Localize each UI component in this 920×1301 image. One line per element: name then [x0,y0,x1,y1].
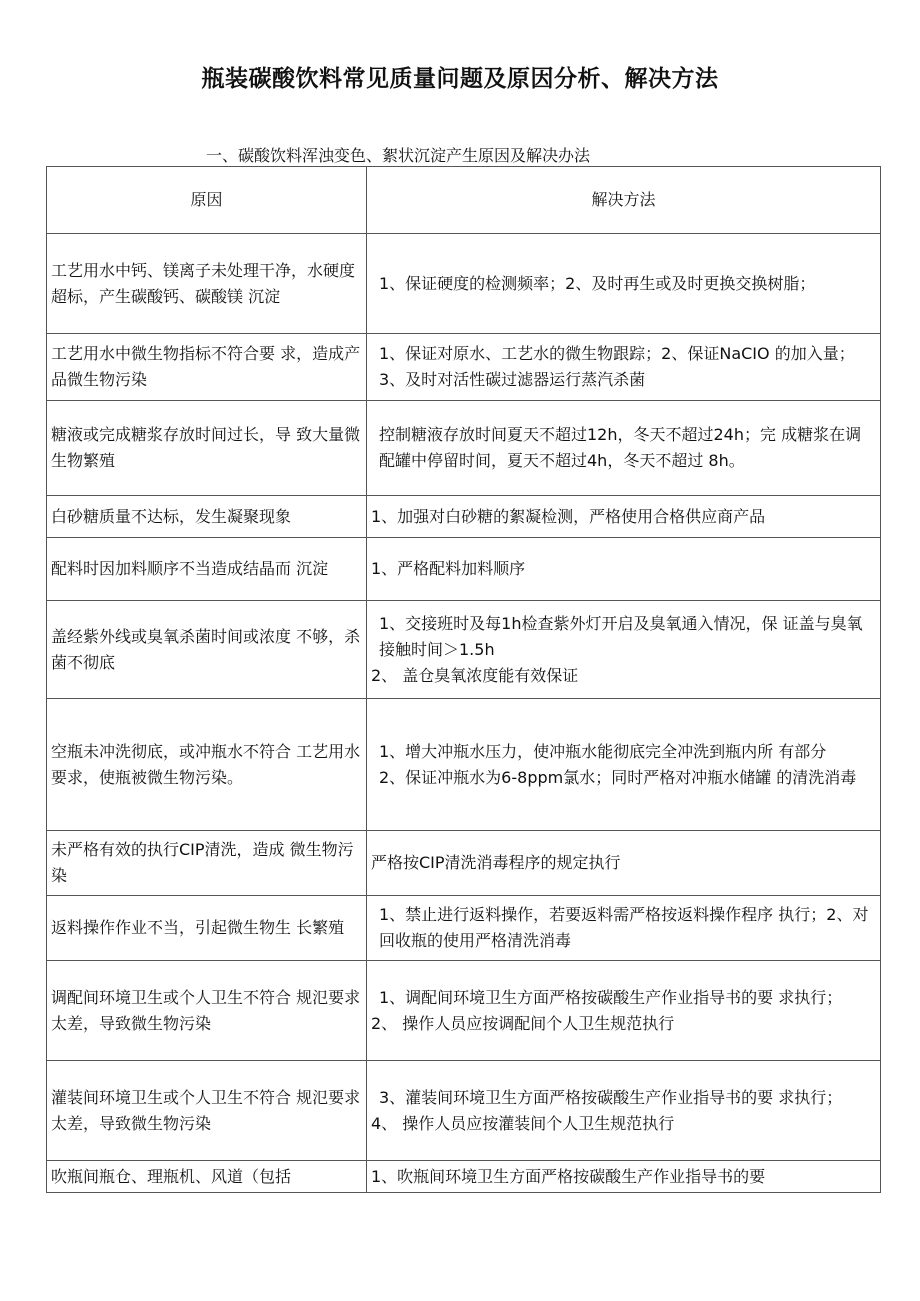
table-row [47,334,881,401]
header-solution: 解决方法 [367,167,881,234]
solution-line: 1、保证硬度的检测频率；2、及时再生或及时更换交换树脂； [379,273,816,293]
solution-line: 2、保证冲瓶水为6-8ppm氯水；同时严格对冲瓶水储罐 的清洗消毒 [379,767,857,787]
solution-line: 2、 操作人员应按调配间个人卫生规范执行 [371,1013,675,1033]
section-heading: 一、碳酸饮料浑浊变色、絮状沉淀产生原因及解决办法 [206,146,591,165]
solution-line: 1、交接班时及每1h检查紫外灯开启及臭氧通入情况，保 证盖与臭氧接触时间＞1.5h [379,613,863,659]
solution-line: 1、增大冲瓶水压力，使冲瓶水能彻底完全冲洗到瓶内所 有部分 [379,741,827,761]
solution-cell [367,496,881,538]
solution-line: 3、灌装间环境卫生方面严格按碳酸生产作业指导书的要 求执行； [379,1087,843,1107]
cause-cell: 调配间环境卫生或个人卫生不符合 规氾要求太差，导致微生物污染 [47,961,367,1061]
solution-cell [367,601,881,699]
solution-line: 控制糖液存放时间夏天不超过12h，冬天不超过24h；完 成糖浆在调配罐中停留时间，夏天不超过4h，冬天不超过 8h。 [379,425,862,470]
solution-line: 4、 操作人员应按灌装间个人卫生规范执行 [371,1113,675,1133]
cause-cell: 空瓶未冲洗彻底，或冲瓶水不符合 工艺用水要求，使瓶被微生物污染。 [47,699,367,831]
table-row [47,401,881,496]
cause-cell: 糖液或完成糖浆存放时间过长，导 致大量微生物繁殖 [47,401,367,496]
solution-cell [367,334,881,401]
solution-cell [367,538,881,601]
solution-line: 1、严格配料加料顺序 [371,559,526,578]
solution-line: 1、调配间环境卫生方面严格按碳酸生产作业指导书的要 求执行； [379,987,843,1007]
solution-line: 1、吹瓶间环境卫生方面严格按碳酸生产作业指导书的要 [371,1166,766,1186]
table-row [47,1161,881,1193]
table-row [47,538,881,601]
table-header-row [47,167,881,234]
table-row [47,496,881,538]
solution-cell [367,234,881,334]
cause-cell: 返料操作作业不当，引起微生物生 长繁殖 [47,896,367,961]
table-row [47,831,881,896]
table-row [47,1061,881,1161]
cause-cell: 盖经紫外线或臭氧杀菌时间或浓度 不够，杀菌不彻底 [47,601,367,699]
solution-line: 1、保证对原水、工艺水的微生物跟踪；2、保证NaCIO 的加入量；3、及时对活性碳过滤器运行蒸汽杀菌 [379,344,855,389]
solution-line: 严格按CIP清洗消毒程序的规定执行 [371,853,621,872]
solution-cell [367,1061,881,1161]
table-row [47,961,881,1061]
table-row [47,234,881,334]
cause-cell: 白砂糖质量不达标，发生凝聚现象 [47,496,367,538]
solution-cell [367,1161,881,1193]
solution-line: 1、禁止进行返料操作，若要返料需严格按返料操作程序 执行；2、对回收瓶的使用严格清洗消毒 [379,905,869,950]
cause-cell: 配料时因加料顺序不当造成结晶而 沉淀 [47,538,367,601]
table-row [47,896,881,961]
header-cause: 原因 [47,167,367,234]
solution-cell [367,699,881,831]
cause-cell: 灌装间环境卫生或个人卫生不符合 规氾要求太差，导致微生物污染 [47,1061,367,1161]
solution-cell [367,401,881,496]
cause-cell: 吹瓶间瓶仓、理瓶机、风道（包括 [47,1161,367,1193]
table-row [47,699,881,831]
document-title: 瓶装碳酸饮料常见质量问题及原因分析、解决方法 [201,66,719,92]
solution-cell [367,831,881,896]
cause-cell: 未严格有效的执行CIP清洗，造成 微生物污染 [47,831,367,896]
cause-cell: 工艺用水中微生物指标不符合要 求，造成产品微生物污染 [47,334,367,401]
solution-line: 2、 盖仓臭氧浓度能有效保证 [371,665,579,685]
solution-cell [367,961,881,1061]
cause-solution-table [46,166,881,1193]
table-row [47,601,881,699]
cause-cell: 工艺用水中钙、镁离子未处理干净，水硬度超标，产生碳酸钙、碳酸镁 沉淀 [47,234,367,334]
solution-cell [367,896,881,961]
solution-line: 1、加强对白砂糖的絮凝检测，严格使用合格供应商产品 [371,506,766,526]
